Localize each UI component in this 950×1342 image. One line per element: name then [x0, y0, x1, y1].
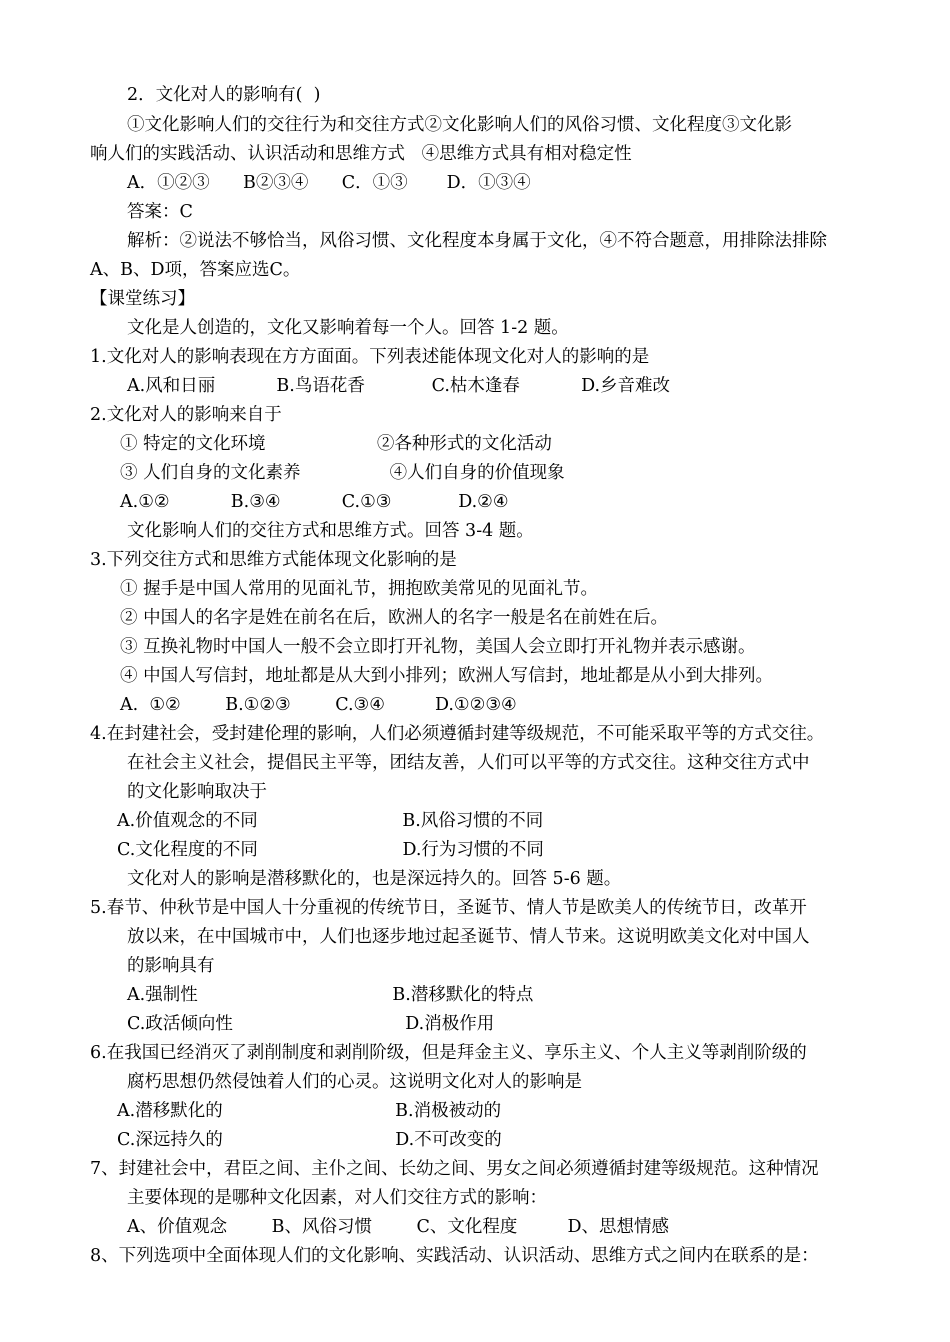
text-line: ① 握手是中国人常用的见面礼节，拥抱欧美常见的见面礼节。 [120, 579, 599, 599]
text-line: 主要体现的是哪种文化因素，对人们交往方式的影响： [127, 1188, 547, 1208]
text-line: 文化是人创造的，文化又影响着每一个人。回答 1-2 题。 [127, 318, 569, 338]
text-line: 放以来，在中国城市中，人们也逐步地过起圣诞节、情人节来。这说明欧美文化对中国人 [127, 927, 810, 947]
text-line: 响人们的实践活动、认识活动和思维方式 ④思维方式具有相对稳定性 [90, 144, 632, 164]
options-line: A.价值观念的不同 B.风俗习惯的不同 [117, 811, 544, 831]
text-line: ② 中国人的名字是姓在前名在后，欧洲人的名字一般是名在前姓在后。 [120, 608, 669, 628]
text-line: ④ 中国人写信封，地址都是从大到小排列；欧洲人写信封，地址都是从小到大排列。 [120, 666, 774, 686]
question-line: 3.下列交往方式和思维方式能体现文化影响的是 [90, 550, 457, 570]
options-line: A.①② B.③④ C.①③ D.②④ [120, 492, 509, 512]
text-line: 腐朽思想仍然侵蚀着人们的心灵。这说明文化对人的影响是 [127, 1072, 582, 1092]
options-line: A. ①② B.①②③ C.③④ D.①②③④ [120, 695, 517, 715]
question-line: 1.文化对人的影响表现在方方面面。下列表述能体现文化对人的影响的是 [90, 347, 650, 367]
question-line: 2.文化对人的影响来自于 [90, 405, 282, 425]
options-line: C.深远持久的 D.不可改变的 [117, 1130, 502, 1150]
text-line: ③ 互换礼物时中国人一般不会立即打开礼物，美国人会立即打开礼物并表示感谢。 [120, 637, 756, 657]
text-line: 2．文化对人的影响有( ) [127, 85, 321, 105]
text-line: ①文化影响人们的交往行为和交往方式②文化影响人们的风俗习惯、文化程度③文化影 [127, 115, 792, 135]
options-line: A.潜移默化的 B.消极被动的 [117, 1101, 502, 1121]
text-line: A、B、D项，答案应选C。 [90, 260, 301, 280]
text-line: 的文化影响取决于 [127, 782, 267, 802]
options-line: A.风和日丽 B.鸟语花香 C.枯木逢春 D.乡音难改 [127, 376, 671, 396]
text-line: 在社会主义社会，提倡民主平等，团结友善，人们可以平等的方式交往。这种交往方式中 [127, 753, 810, 773]
text-line: 解析：②说法不够恰当，风俗习惯、文化程度本身属于文化，④不符合题意，用排除法排除 [127, 231, 827, 251]
section-heading: 【课堂练习】 [90, 289, 195, 309]
text-line: ① 特定的文化环境 ②各种形式的文化活动 [120, 434, 552, 454]
text-line: A．①②③ B②③④ C．①③ D．①③④ [127, 173, 531, 193]
options-line: C.政活倾向性 D.消极作用 [127, 1014, 495, 1034]
text-line: 的影响具有 [127, 956, 215, 976]
options-line: A、价值观念 B、风俗习惯 C、文化程度 D、思想情感 [127, 1217, 669, 1237]
question-line: 5.春节、仲秋节是中国人十分重视的传统节日，圣诞节、情人节是欧美人的传统节日，改革开 [90, 898, 807, 918]
text-line: 文化影响人们的交往方式和思维方式。回答 3-4 题。 [127, 521, 534, 541]
text-line: 文化对人的影响是潜移默化的，也是深远持久的。回答 5-6 题。 [127, 869, 622, 889]
question-line: 8、下列选项中全面体现人们的文化影响、实践活动、认识活动、思维方式之间内在联系的是： [90, 1246, 819, 1266]
question-line: 4.在封建社会，受封建伦理的影响，人们必须遵循封建等级规范，不可能采取平等的方式交往。 [90, 724, 825, 744]
question-line: 6.在我国已经消灭了剥削制度和剥削阶级，但是拜金主义、享乐主义、个人主义等剥削阶级的 [90, 1043, 807, 1063]
text-line: 答案：C [127, 202, 193, 222]
text-line: ③ 人们自身的文化素养 ④人们自身的价值现象 [120, 463, 565, 483]
options-line: C.文化程度的不同 D.行为习惯的不同 [117, 840, 544, 860]
options-line: A.强制性 B.潜移默化的特点 [127, 985, 534, 1005]
question-line: 7、封建社会中，君臣之间、主仆之间、长幼之间、男女之间必须遵循封建等级规范。这种情况 [90, 1159, 819, 1179]
